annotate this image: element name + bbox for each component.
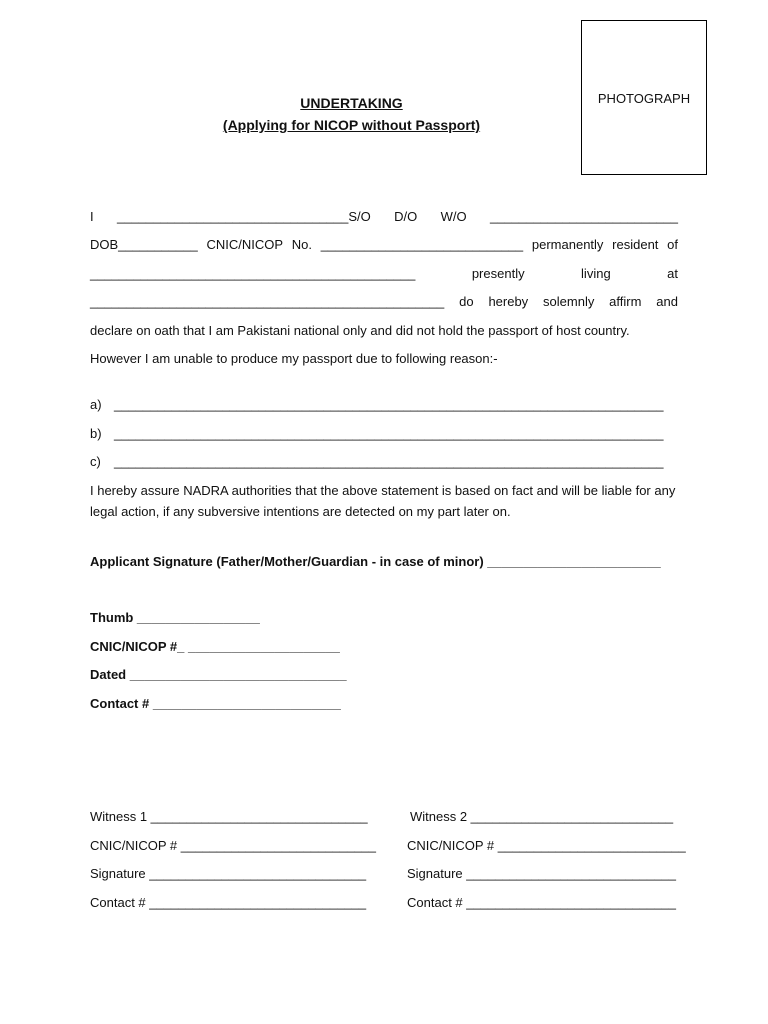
word-do: do bbox=[459, 294, 474, 309]
witness-1-cnic-line: CNIC/NICOP # ___________________________ bbox=[90, 838, 376, 853]
witness-2-cnic-line: CNIC/NICOP # __________________________ bbox=[407, 838, 686, 853]
reason-c bbox=[90, 453, 678, 471]
form-title: UNDERTAKING bbox=[300, 95, 403, 111]
reason-blank: ____________________________________________________________________________ bbox=[114, 426, 664, 441]
word-living: living bbox=[581, 266, 611, 281]
declaration-line-1 bbox=[90, 208, 678, 226]
reason-blank: ____________________________________________________________________________ bbox=[114, 397, 664, 412]
word-affirm: affirm bbox=[609, 294, 642, 309]
word-at: at bbox=[667, 266, 678, 281]
applicant-contact-line: Contact # __________________________ bbox=[90, 696, 341, 711]
witness-1-contact-line: Contact # ______________________________ bbox=[90, 895, 367, 910]
relation-wo: W/O bbox=[440, 209, 467, 224]
declaration-line-5: declare on oath that I am Pakistani national only and did not hold the passport of host country. bbox=[90, 323, 630, 338]
declaration-line-6: However I am unable to produce my passport due to following reason:- bbox=[90, 351, 498, 366]
word-hereby: hereby bbox=[488, 294, 529, 309]
witness-2-contact-line: Contact # _____________________________ bbox=[407, 895, 676, 910]
cnic-blank: ____________________________ bbox=[320, 237, 524, 252]
present-address-blank: _________________________________________________ bbox=[90, 294, 445, 309]
witness-1-name-line: Witness 1 ______________________________ bbox=[90, 809, 368, 824]
applicant-signature-line: Applicant Signature (Father/Mother/Guardian - in case of minor) ________________________ bbox=[90, 554, 661, 569]
word-presently: presently bbox=[471, 266, 525, 281]
photograph-label: PHOTOGRAPH bbox=[597, 91, 691, 106]
name-blank: ________________________________S/O bbox=[117, 209, 371, 224]
word-and: and bbox=[656, 294, 678, 309]
relation-name-blank: __________________________ bbox=[490, 209, 678, 224]
dob-blank: DOB___________ bbox=[90, 237, 198, 252]
declaration-line-2 bbox=[90, 236, 678, 254]
reason-label: a) bbox=[90, 397, 102, 412]
thumb-line: Thumb _________________ bbox=[90, 610, 260, 625]
word-solemnly: solemnly bbox=[543, 294, 595, 309]
word-of: of bbox=[667, 237, 678, 252]
word-resident: resident bbox=[612, 237, 659, 252]
reason-label: b) bbox=[90, 426, 102, 441]
reason-a bbox=[90, 396, 678, 414]
declaration-line-4 bbox=[90, 293, 678, 311]
reason-label: c) bbox=[90, 454, 101, 469]
no-label: No. bbox=[291, 237, 312, 252]
word-permanently: permanently bbox=[531, 237, 604, 252]
dated-line: Dated ______________________________ bbox=[90, 667, 347, 682]
reason-b bbox=[90, 425, 678, 443]
witness-1-signature-line: Signature ______________________________ bbox=[90, 866, 367, 881]
relation-do: D/O bbox=[394, 209, 418, 224]
resident-address-blank: _____________________________________________ bbox=[90, 266, 416, 281]
witness-2-signature-line: Signature _____________________________ bbox=[407, 866, 676, 881]
form-subtitle: (Applying for NICOP without Passport) bbox=[222, 117, 481, 133]
reason-blank: ____________________________________________________________________________ bbox=[114, 454, 664, 469]
pronoun-i: I bbox=[90, 209, 94, 224]
applicant-cnic-line: CNIC/NICOP #_ _____________________ bbox=[90, 639, 340, 654]
assurance-paragraph: I hereby assure NADRA authorities that the above statement is based on fact and will be liable for any legal action, if any subversive intentions are detected on my part later on. bbox=[90, 483, 676, 519]
declaration-line-3 bbox=[90, 265, 678, 283]
cnic-label: CNIC/NICOP bbox=[206, 237, 283, 252]
witness-2-name-line: Witness 2 ____________________________ bbox=[410, 809, 674, 824]
